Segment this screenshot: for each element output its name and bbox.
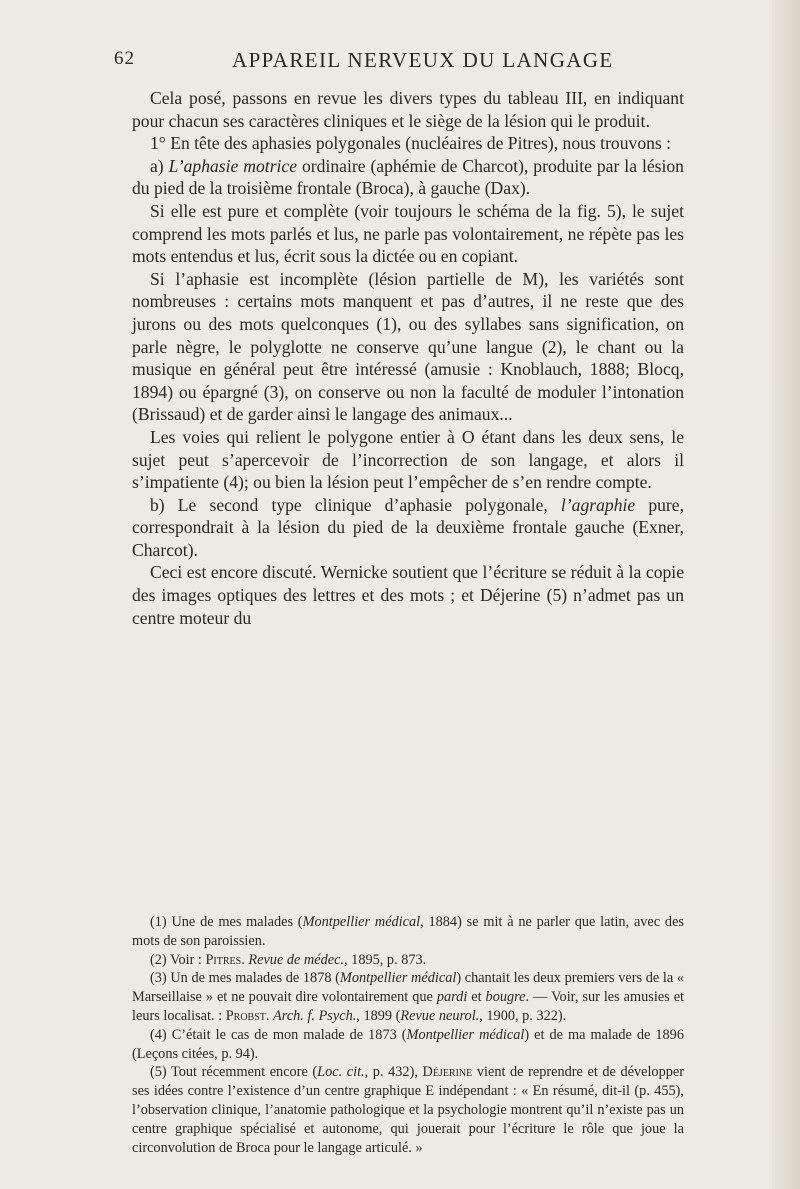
italic-citation: Revue neurol. bbox=[400, 1007, 480, 1024]
text-run: , 1884) se mit à ne parler que latin, avec des mots de son paroissien. bbox=[132, 914, 684, 949]
text-run: a) bbox=[150, 155, 169, 176]
footnote-4 bbox=[132, 1026, 684, 1064]
italic-term: L’aphasie motrice bbox=[168, 155, 298, 176]
italic-citation: Loc. cit. bbox=[317, 1064, 365, 1081]
paragraph: Les voies qui relient le polygone entier à O étant dans les deux sens, le sujet peut s’apercevoir de l’incorrection de son langage, et alors il s’impatiente (4); ou bien la lésion peut l’empêcher de s’en rendre compte. bbox=[132, 426, 684, 493]
italic-citation: Arch. f. Psych. bbox=[273, 1007, 357, 1024]
text-run: (4) C’était le cas de mon malade de 1873 ( bbox=[150, 1026, 407, 1043]
text-run: (1) Une de mes malades ( bbox=[150, 914, 303, 930]
italic-citation: Montpellier médical bbox=[406, 1026, 525, 1043]
footnote-2 bbox=[132, 951, 684, 970]
text-run: , 1895, p. 873. bbox=[344, 951, 427, 968]
italic-citation: Montpellier médical bbox=[339, 970, 457, 987]
text-run: (5) Tout récemment encore ( bbox=[150, 1064, 318, 1081]
paragraph bbox=[132, 494, 684, 562]
paragraph: Si l’aphasie est incomplète (lésion partielle de M), les variétés sont nombreuses : certains mots manquent et pas d’autres, il ne reste que des jurons ou des mots quelconques (1), ou des syllabes sans signification, on parle nègre, le polyglotte ne conserve qu’une langue (2), le chant ou la musique en général peut être intéressé (amusie : Knoblauch, 1888; Blocq, 1894) ou épargné (3), on conserve ou non la faculté de moduler l’intonation (Brissaud) et de garder ainsi le langage des animaux... bbox=[132, 268, 684, 425]
italic-term: l’agraphie bbox=[560, 494, 636, 515]
text-run: ) chantait les deux premiers vers de la « Marseillaise » et ne pouvait dire volontairement que bbox=[132, 970, 684, 1006]
page-edge-shadow bbox=[772, 0, 800, 1189]
text-run: ordinaire (aphémie de Charcot), produite par la lésion du pied de la troisième frontale (Broca), à gauche (Dax). bbox=[132, 155, 684, 199]
italic-citation: Revue de médec. bbox=[248, 951, 345, 968]
text-run: , 1899 ( bbox=[356, 1007, 401, 1024]
body-text bbox=[132, 87, 684, 629]
text-run: . bbox=[265, 1007, 274, 1024]
paragraph: Ceci est encore discuté. Wernicke soutient que l’écriture se réduit à la copie des images optiques des lettres et des mots ; et Déjerine (5) n’admet pas un centre moteur du bbox=[132, 562, 684, 628]
text-run: b) Le second type clinique d’aphasie polygonale, bbox=[150, 494, 561, 515]
text-run: et bbox=[467, 989, 486, 1006]
footnote-1 bbox=[132, 913, 684, 951]
author-name: Pitres bbox=[205, 951, 242, 968]
text-run: , 1900, p. 322). bbox=[479, 1007, 567, 1024]
text-run: pure, correspondrait à la lésion du pied de la deuxième frontale gauche (Exner, Charcot). bbox=[132, 494, 684, 560]
author-name: Déjerine bbox=[422, 1064, 473, 1081]
footnotes bbox=[132, 913, 684, 1157]
author-name: Probst bbox=[225, 1007, 266, 1024]
text-run: vient de reprendre et de développer ses idées contre l’existence d’un centre graphique E indépendant : « En résumé, dit-il (p. 455), l’observation clinique, l’anatomie pathologique et la psychologie montrent qu’il n’existe pas un centre graphique spécialisé et autonome, qui jouerait pour l’écriture le rôle que joue la circonvolution de Broca pour le langage articulé. » bbox=[132, 1064, 684, 1156]
footnote-5 bbox=[132, 1063, 684, 1157]
paragraph bbox=[132, 155, 684, 200]
text-run: . — Voir, sur les amusies et leurs localisat. : bbox=[132, 989, 685, 1024]
text-run: (2) Voir : bbox=[150, 951, 206, 968]
italic-citation: Montpellier médical bbox=[302, 914, 421, 930]
running-title: APPAREIL NERVEUX DU LANGAGE bbox=[232, 48, 614, 72]
paragraph: Si elle est pure et complète (voir toujours le schéma de la fig. 5), le sujet comprend les mots parlés et lus, ne parle pas volontairement, ne répète pas les mots entendus et lus, écrit sous la dictée ou en copiant. bbox=[132, 200, 684, 267]
text-run: ) et de ma malade de 1896 (Leçons citées, p. 94). bbox=[132, 1026, 684, 1062]
italic-term: pardi bbox=[436, 989, 468, 1006]
paragraph: 1° En tête des aphasies polygonales (nucléaires de Pitres), nous trouvons : bbox=[150, 133, 672, 154]
page-number: 62 bbox=[114, 48, 135, 69]
paragraph: Cela posé, passons en revue les divers types du tableau III, en indiquant pour chacun ses caractères cliniques et le siège de la lésion qui le produit. bbox=[132, 88, 684, 131]
text-run: , p. 432), bbox=[364, 1064, 423, 1081]
italic-term: bougre bbox=[485, 989, 526, 1006]
page-header bbox=[0, 48, 800, 78]
text-run: . bbox=[241, 951, 249, 968]
footnote-3 bbox=[132, 969, 684, 1025]
text-run: (3) Un de mes malades de 1878 ( bbox=[150, 970, 340, 987]
